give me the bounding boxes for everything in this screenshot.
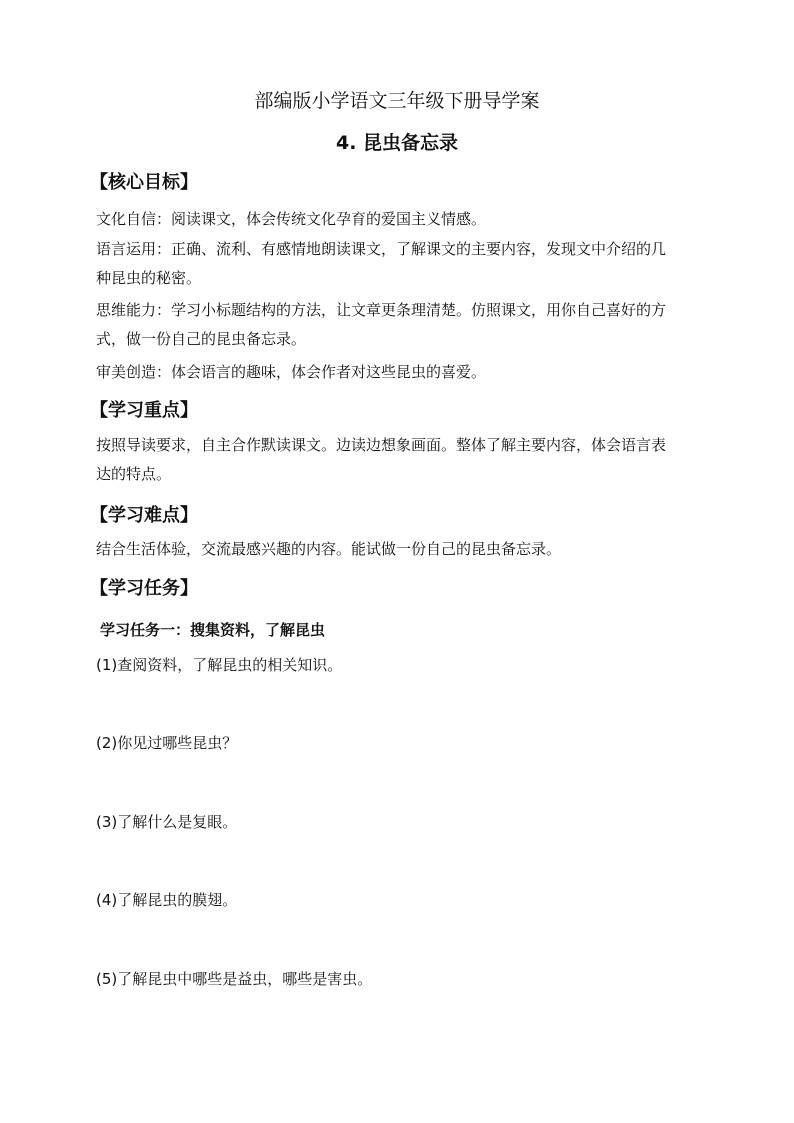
key-point-line: 按照导读要求，自主合作默读课文。边读边想象画面。整体了解主要内容，体会语言表 [96,436,667,454]
core-goal-line: 审美创造：体会语言的趣味，体会作者对这些昆虫的喜爱。 [96,363,487,381]
task-question: (1)查阅资料，了解昆虫的相关知识。 [96,656,343,674]
task1-title: 学习任务一：搜集资料，了解昆虫 [100,621,326,639]
core-goal-line: 语言运用：正确、流利、有感情地朗读课文，了解课文的主要内容，发现文中介绍的几 [96,240,667,258]
task-question: (5)了解昆虫中哪些是益虫，哪些是害虫。 [96,970,373,988]
core-goal-line: 文化自信：阅读课文，体会传统文化孕育的爱国主义情感。 [96,210,487,228]
difficulty-line: 结合生活体验，交流最感兴趣的内容。能试做一份自己的昆虫备忘录。 [96,540,562,558]
lesson-title: 4. 昆虫备忘录 [335,132,459,154]
key-point-line: 达的特点。 [96,465,172,483]
difficulties-heading: 【学习难点】 [90,505,198,526]
document-header: 部编版小学语文三年级下册导学案 [254,90,540,112]
core-goal-line: 式，做一份自己的昆虫备忘录。 [96,330,307,348]
task-question: (2)你见过哪些昆虫？ [96,734,238,752]
tasks-heading: 【学习任务】 [90,578,198,599]
core-goals-heading: 【核心目标】 [90,172,198,193]
core-goal-line: 思维能力：学习小标题结构的方法，让文章更条理清楚。仿照课文，用你自己喜好的方 [96,301,667,319]
task-question: (3)了解什么是复眼。 [96,813,238,831]
key-points-heading: 【学习重点】 [90,400,198,421]
core-goal-line: 种昆虫的秘密。 [96,269,202,287]
task-question: (4)了解昆虫的膜翅。 [96,891,238,909]
